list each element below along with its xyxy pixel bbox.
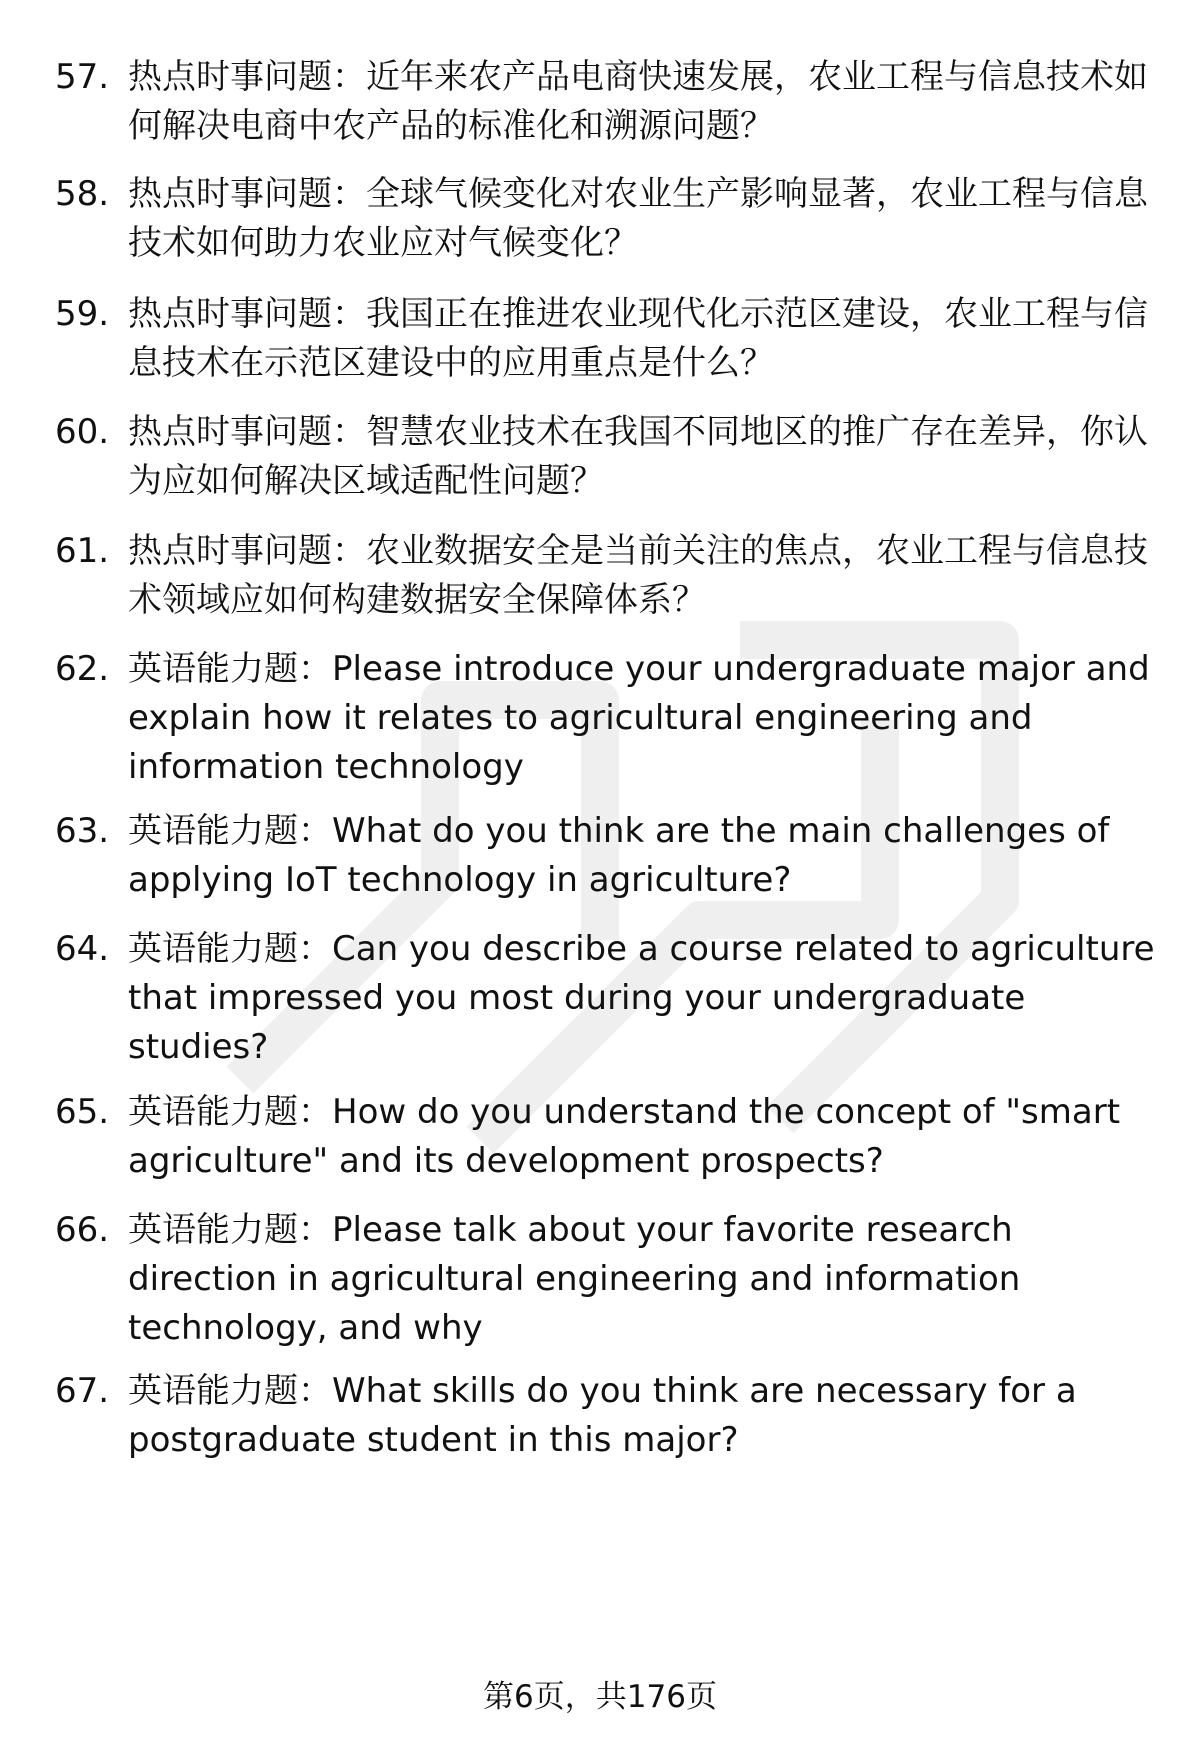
question-text: 热点时事问题：农业数据安全是当前关注的焦点，农业工程与信息技术领域应如何构建数据安全保障体系？ <box>128 531 1148 620</box>
question-item-66 <box>55 1206 1165 1353</box>
question-number: 64. <box>55 929 110 969</box>
question-number: 59. <box>55 294 110 334</box>
question-text: 英语能力题：How do you understand the concept of "smart agriculture" and its development prospects? <box>128 1092 1121 1181</box>
question-number: 62. <box>55 649 110 689</box>
question-text: 英语能力题：What do you think are the main challenges of applying IoT technology in agriculture? <box>128 811 1110 900</box>
question-text: 热点时事问题：全球气候变化对农业生产影响显著，农业工程与信息技术如何助力农业应对气候变化？ <box>128 174 1148 263</box>
question-number: 60. <box>55 412 110 452</box>
question-item-63 <box>55 807 1165 905</box>
question-text: 英语能力题：Please talk about your favorite research direction in agricultural engineering and information technology, and why <box>128 1210 1021 1348</box>
question-text: 热点时事问题：近年来农产品电商快速发展，农业工程与信息技术如何解决电商中农产品的标准化和溯源问题？ <box>128 57 1148 146</box>
question-item-61 <box>55 527 1165 625</box>
question-number: 61. <box>55 531 110 571</box>
question-item-60 <box>55 408 1165 506</box>
question-number: 65. <box>55 1092 110 1132</box>
question-item-65 <box>55 1088 1165 1186</box>
question-text: 热点时事问题：智慧农业技术在我国不同地区的推广存在差异，你认为应如何解决区域适配性问题？ <box>128 412 1148 501</box>
question-item-58 <box>55 170 1165 268</box>
question-text: 英语能力题：Can you describe a course related to agriculture that impressed you most during your undergraduate studies? <box>128 929 1155 1067</box>
question-item-64 <box>55 925 1165 1072</box>
question-text: 英语能力题：Please introduce your undergraduate major and explain how it relates to agricultural engineering and information technology <box>128 649 1150 787</box>
question-item-67 <box>55 1367 1165 1465</box>
question-item-59 <box>55 290 1165 388</box>
question-item-57 <box>55 53 1165 151</box>
question-number: 67. <box>55 1371 110 1411</box>
question-number: 57. <box>55 57 110 97</box>
question-number: 66. <box>55 1210 110 1250</box>
question-item-62 <box>55 645 1165 792</box>
question-number: 63. <box>55 811 110 851</box>
question-number: 58. <box>55 174 110 214</box>
question-text: 热点时事问题：我国正在推进农业现代化示范区建设，农业工程与信息技术在示范区建设中的应用重点是什么？ <box>128 294 1148 383</box>
page-indicator: 第6页，共176页 <box>483 1679 717 1715</box>
question-text: 英语能力题：What skills do you think are necessary for a postgraduate student in this major? <box>128 1371 1077 1460</box>
